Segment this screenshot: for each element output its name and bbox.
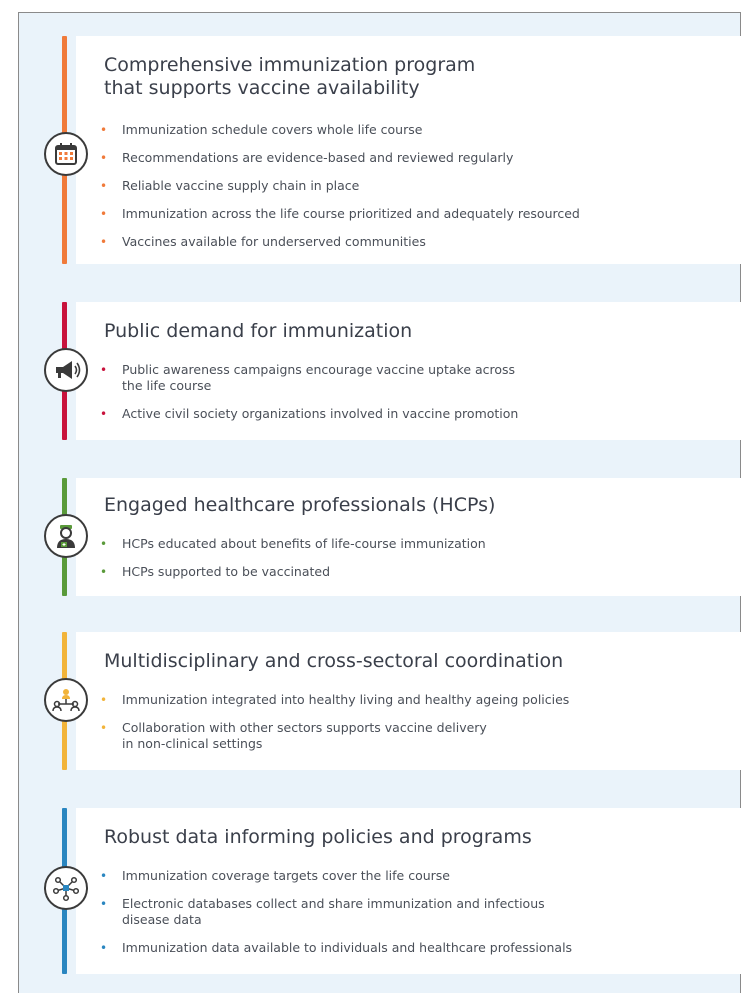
section-items: [100, 536, 486, 592]
section-title-line: Robust data informing policies and programs: [104, 826, 532, 848]
list-item-text: Immunization schedule covers whole life course: [122, 122, 423, 137]
bullet-dot: •: [100, 235, 108, 249]
list-item: [100, 692, 570, 708]
section-robust-data: [18, 808, 741, 974]
bullet-dot: •: [100, 721, 108, 735]
section-title-line: Public demand for immunization: [104, 320, 413, 342]
bullet-dot: •: [100, 123, 108, 137]
list-item-text: Electronic databases collect and share immunization and infectious: [122, 896, 545, 911]
section-title-line: that supports vaccine availability: [104, 77, 420, 99]
list-item: [100, 536, 486, 552]
section-title-line: Engaged healthcare professionals (HCPs): [104, 494, 496, 516]
list-item: [100, 940, 573, 956]
list-item: [100, 564, 486, 580]
section-title: [104, 494, 495, 517]
bullet-dot: •: [100, 565, 108, 579]
list-item: [100, 896, 572, 928]
healthcare-worker-icon: [44, 514, 88, 558]
people-network-icon: [44, 678, 88, 722]
section-title-line: Comprehensive immunization program: [104, 54, 476, 76]
calendar-icon: [44, 132, 88, 176]
list-item: [100, 362, 518, 394]
bullet-dot: •: [100, 869, 108, 883]
list-item: [100, 868, 572, 884]
list-item: [100, 720, 569, 752]
list-item: [100, 150, 580, 166]
list-item-text: Collaboration with other sectors supports vaccine delivery: [122, 720, 487, 735]
section-title: [104, 650, 563, 673]
list-item: [100, 406, 519, 422]
list-item-text: the life course: [122, 378, 212, 393]
list-item: [100, 122, 580, 138]
list-item-text: disease data: [122, 912, 202, 927]
section-vaccine-availability: [18, 36, 741, 264]
section-coordination: [18, 632, 741, 770]
bullet-dot: •: [100, 151, 108, 165]
list-item-text: HCPs supported to be vaccinated: [122, 564, 331, 579]
bullet-dot: •: [100, 693, 108, 707]
list-item-text: Vaccines available for underserved communities: [122, 234, 426, 249]
bullet-dot: •: [100, 407, 108, 421]
list-item-text: in non-clinical settings: [122, 736, 263, 751]
list-item-text: Immunization integrated into healthy living and healthy ageing policies: [122, 692, 570, 707]
bullet-dot: •: [100, 897, 108, 911]
list-item-text: Immunization data available to individuals and healthcare professionals: [122, 940, 573, 955]
list-item-text: Active civil society organizations involved in vaccine promotion: [122, 406, 519, 421]
bullet-dot: •: [100, 363, 108, 377]
section-items: [100, 692, 570, 764]
list-item-text: Recommendations are evidence-based and reviewed regularly: [122, 150, 514, 165]
list-item: [100, 234, 580, 250]
list-item-text: Public awareness campaigns encourage vaccine uptake across: [122, 362, 516, 377]
bullet-dot: •: [100, 179, 108, 193]
section-title: [104, 320, 412, 343]
data-network-icon: [44, 866, 88, 910]
section-public-demand: [18, 302, 741, 440]
section-items: [100, 122, 580, 262]
section-healthcare-professionals: [18, 478, 741, 596]
list-item: [100, 206, 580, 222]
bullet-dot: •: [100, 537, 108, 551]
list-item-text: HCPs educated about benefits of life-course immunization: [122, 536, 486, 551]
list-item-text: Reliable vaccine supply chain in place: [122, 178, 360, 193]
bullet-dot: •: [100, 207, 108, 221]
bullet-dot: •: [100, 941, 108, 955]
section-title: [104, 54, 475, 100]
megaphone-icon: [44, 348, 88, 392]
section-title: [104, 826, 532, 849]
section-items: [100, 362, 519, 434]
section-title-line: Multidisciplinary and cross-sectoral coordination: [104, 650, 564, 672]
section-items: [100, 868, 573, 968]
list-item-text: Immunization coverage targets cover the life course: [122, 868, 450, 883]
list-item: [100, 178, 580, 194]
list-item-text: Immunization across the life course prioritized and adequately resourced: [122, 206, 580, 221]
